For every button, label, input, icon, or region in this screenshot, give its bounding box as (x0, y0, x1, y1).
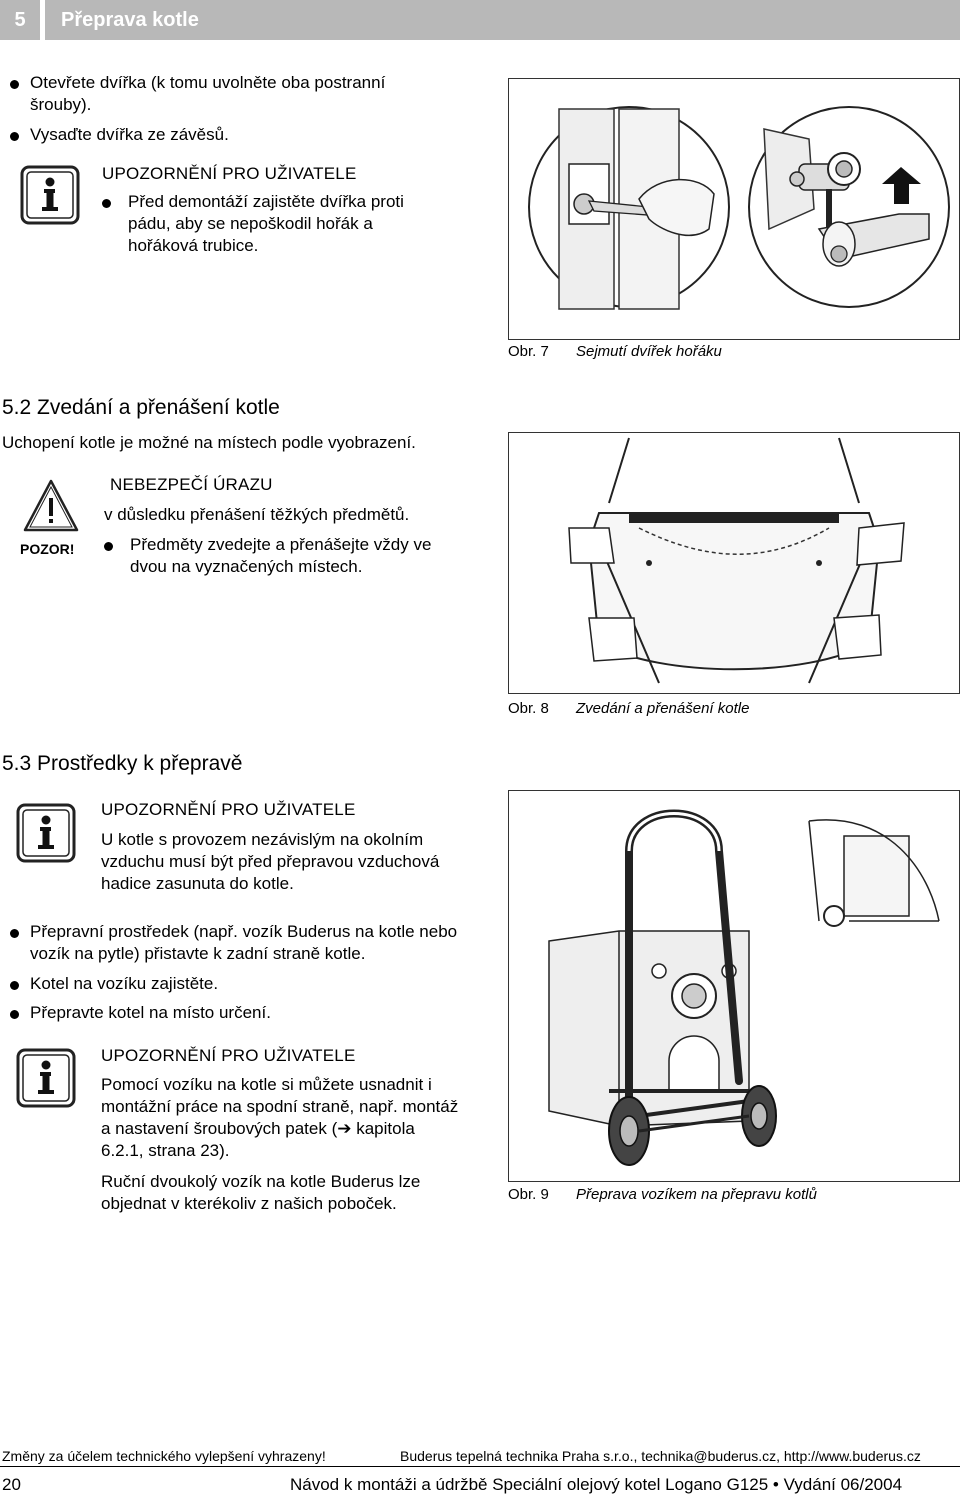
notice-text: Pomocí vozíku na kotle si můžete usnadnit i montážní práce na spodní straně, např. montáž a nastavení šroubových patek (➔ kapitola 6.2.1, strana 23). (101, 1075, 459, 1160)
chapter-number: 5 (0, 0, 40, 40)
bullet-icon (10, 1010, 19, 1019)
list-item: Otevřete dvířka (k tomu uvolněte oba postranní šrouby). (10, 72, 450, 116)
notice-title: UPOZORNĚNÍ PRO UŽIVATELE (102, 164, 357, 183)
page-number: 20 (2, 1475, 21, 1494)
figure-8-caption: Zvedání a přenášení kotle (576, 700, 750, 717)
notice-title: UPOZORNĚNÍ PRO UŽIVATELE (101, 1046, 356, 1065)
footer-company: Buderus tepelná technika Praha s.r.o., technika@buderus.cz, http://www.buderus.cz (400, 1448, 921, 1464)
warning-bullet: Předměty zvedejte a přenášejte vždy ve dvou na vyznačených místech. (104, 534, 444, 578)
notice-text: U kotle s provozem nezávislým na okolním vzduchu musí být před přepravou vzduchová hadice zasunuta do kotle. (101, 830, 440, 893)
figure-8-frame (508, 432, 960, 694)
chapter-title: Přeprava kotle (45, 0, 960, 40)
bullet-icon (10, 132, 19, 141)
list-item: Přepravní prostředek (např. vozík Buderus na kotle nebo vozík na pytle) přistavte k zadní straně kotle. (10, 921, 460, 965)
info-icon (16, 803, 76, 863)
section-5-2-text: Uchopení kotle je možné na místech podle vyobrazení. (2, 433, 416, 452)
section-5-3-heading: 5.3 Prostředky k přepravě (2, 752, 243, 775)
list-item: Kotel na vozíku zajistěte. (10, 973, 460, 995)
figure-8-label: Obr. 8 (508, 700, 549, 717)
boiler-trolley-illustration (509, 791, 959, 1181)
figure-7-label: Obr. 7 (508, 343, 549, 360)
warning-title: NEBEZPEČÍ ÚRAZU (110, 475, 273, 494)
bullet-icon (10, 929, 19, 938)
document-title: Návod k montáži a údržbě Speciální olejový kotel Logano G125 • Vydání 06/2004 (290, 1475, 903, 1494)
footer-divider (0, 1466, 960, 1467)
info-icon (20, 165, 80, 225)
figure-9-label: Obr. 9 (508, 1186, 549, 1203)
bullet-icon (104, 542, 113, 551)
list-item: Přepravte kotel na místo určení. (10, 1002, 460, 1024)
figure-7-frame (508, 78, 960, 340)
figure-9-frame (508, 790, 960, 1182)
notice-bullet: Před demontáží zajistěte dvířka proti pádu, aby se nepoškodil hořák a hořáková trubice. (102, 191, 442, 257)
boiler-lifting-illustration (509, 433, 959, 693)
warning-label: POZOR! (20, 541, 75, 557)
door-removal-illustration (509, 79, 959, 339)
bullet-icon (10, 80, 19, 89)
figure-9-caption: Přeprava vozíkem na přepravu kotlů (576, 1186, 817, 1203)
bullet-icon (102, 199, 111, 208)
figure-7-caption: Sejmutí dvířek hořáku (576, 343, 722, 360)
notice-title: UPOZORNĚNÍ PRO UŽIVATELE (101, 800, 356, 819)
warning-text: v důsledku přenášení těžkých předmětů. (104, 505, 410, 524)
info-icon (16, 1048, 76, 1108)
bullet-icon (10, 981, 19, 990)
intro-bullets (10, 72, 450, 146)
transport-bullets (10, 921, 460, 1024)
warning-triangle-icon (22, 478, 80, 534)
footer-disclaimer: Změny za účelem technického vylepšení vyhrazeny! (2, 1448, 326, 1464)
notice-text: Ruční dvoukolý vozík na kotle Buderus lze objednat v kterékoliv z našich poboček. (101, 1172, 421, 1213)
list-item: Vysaďte dvířka ze závěsů. (10, 124, 450, 146)
section-5-2-heading: 5.2 Zvedání a přenášení kotle (2, 396, 280, 419)
